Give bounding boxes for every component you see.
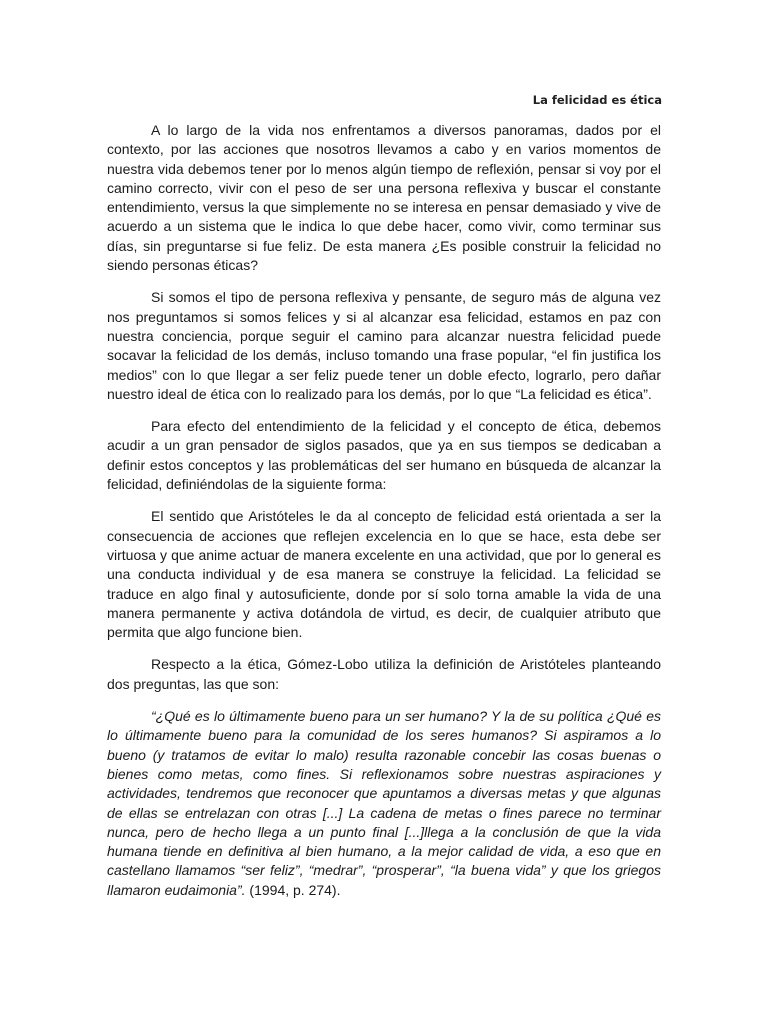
paragraph-reflection: Si somos el tipo de persona reflexiva y pensante, de seguro más de alguna vez nos preguntamos si somos felices y si al alcanzar esa felicidad, estamos en paz con nuestra conciencia, porque seguir el camino para alcanzar nuestra felicidad puede socavar la felicidad de los demás, incluso tomando una frase popular, “el fin justifica los medios” con lo que llegar a ser feliz puede tener un doble efecto, lograrlo, pero dañar nuestro ideal de ética con lo realizado para los demás, por lo que “La felicidad es ética”. xyxy=(107,289,661,402)
document-body xyxy=(107,121,661,913)
paragraph-gomez-lobo: Respecto a la ética, Gómez-Lobo utiliza la definición de Aristóteles planteando dos preguntas, las que son: xyxy=(107,656,661,692)
paragraph-intro: A lo largo de la vida nos enfrentamos a diversos panoramas, dados por el contexto, por las acciones que nosotros llevamos a cabo y en varios momentos de nuestra vida debemos tener por lo menos algún tiempo de reflexión, pensar si voy por el camino correcto, vivir con el peso de ser una persona reflexiva y buscar el constante entendimiento, versus la que simplemente no se interesa en pensar demasiado y vive de acuerdo a un sistema que le indica lo que debe hacer, como vivir, como terminar sus días, sin preguntarse si fue feliz. De esta manera ¿Es posible construir la felicidad no siendo personas éticas? xyxy=(107,122,661,274)
block-quote xyxy=(107,707,661,900)
quote-text: “¿Qué es lo últimamente bueno para un ser humano? Y la de su política ¿Qué es lo últimamente bueno para la comunidad de los seres humanos? Si aspiramos a lo bueno (y tratamos de evitar lo malo) resulta razonable concebir las cosas buenas o bienes como metas, como fines. Si reflexionamos sobre nuestras aspiraciones y actividades, tendremos que reconocer que apuntamos a diversas metas y que algunas de ellas se entrelazan con otras [...] La cadena de metas o fines parece no terminar nunca, pero de hecho llega a un punto final [...]llega a la conclusión de que la vida humana tiende en definitiva al bien humano, a la mejor calidad de vida, a eso que en castellano llamamos “ser feliz”, “medrar”, “prosperar”, “la buena vida” y que los griegos llamaron eudaimonia”. xyxy=(107,708,661,898)
paragraph-aristotle: El sentido que Aristóteles le da al concepto de felicidad está orientada a ser la consecuencia de acciones que reflejen excelencia en lo que se hace, esta debe ser virtuosa y que anime actuar de manera excelente en una actividad, que por lo general es una conducta individual y de esa manera se construye la felicidad. La felicidad se traduce en algo final y autosuficiente, donde por sí solo torna amable la vida de una manera permanente y activa dotándola de virtud, es decir, de cualquier atributo que permita que algo funcione bien. xyxy=(107,508,661,641)
paragraph-thinker: Para efecto del entendimiento de la felicidad y el concepto de ética, debemos acudir a un gran pensador de siglos pasados, que ya en sus tiempos se dedicaban a definir estos conceptos y las problemáticas del ser humano en búsqueda de alcanzar la felicidad, definiéndolas de la siguiente forma: xyxy=(107,418,661,493)
page-header-title: La felicidad es ética xyxy=(532,93,662,107)
quote-citation: (1994, p. 274). xyxy=(245,881,341,898)
